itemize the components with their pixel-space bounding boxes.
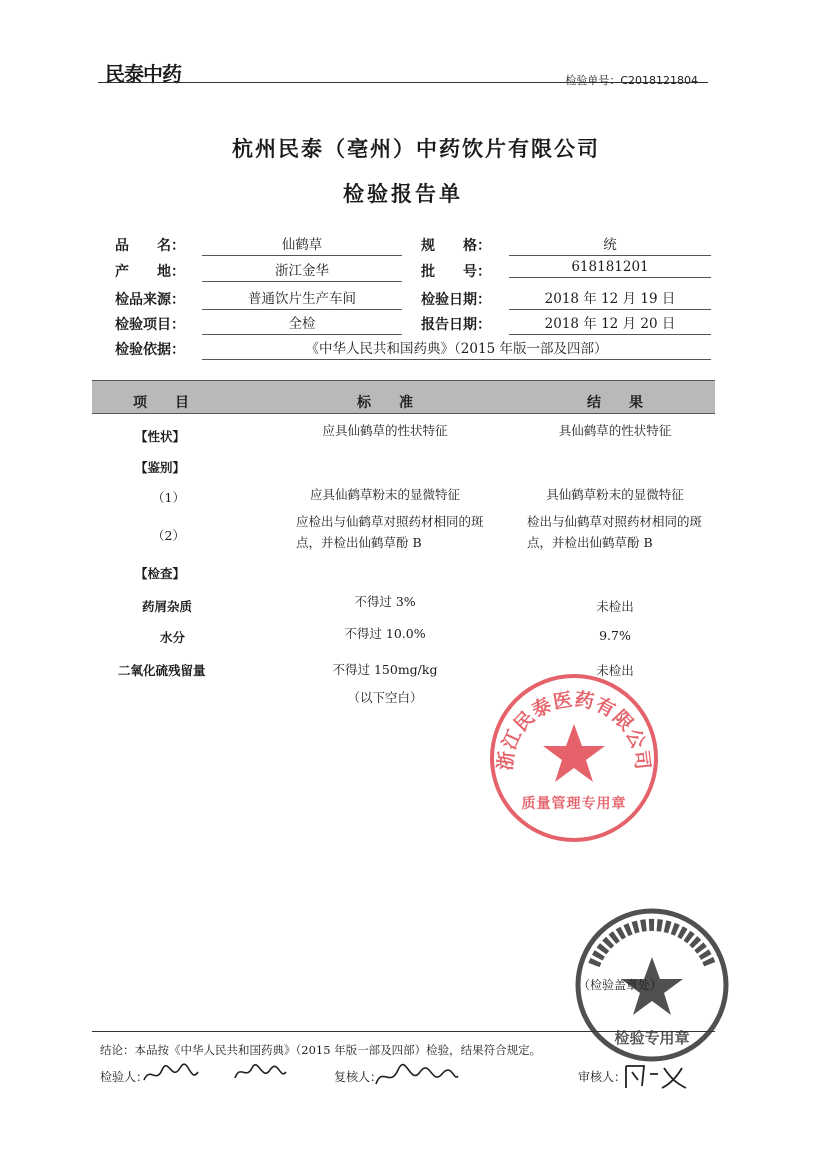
document-title: 检验报告单 (343, 182, 463, 206)
test-item-value: 全检 (202, 312, 402, 335)
basis-label: 检验依据： (115, 342, 185, 358)
identification-2-result-line1: 检出与仙鹤草对照药材相同的斑 (527, 514, 703, 529)
moisture-label: 水分 (160, 630, 186, 645)
inspector-signature (140, 1058, 290, 1090)
moisture-standard: 不得过 10.0% (344, 626, 426, 641)
debris-standard: 不得过 3% (354, 594, 416, 609)
source-value: 普通饮片生产车间 (202, 287, 402, 310)
section-character: 【性状】 (135, 429, 186, 444)
column-header-result: 结 果 (587, 395, 643, 411)
report-date-label: 报告日期： (421, 317, 491, 333)
inspector-label: 检验人： (100, 1070, 149, 1084)
debris-result: 未检出 (596, 599, 634, 614)
basis-value: 《中华人民共和国药典》（2015 年版一部及四部） (202, 337, 711, 360)
approver-signature (620, 1058, 690, 1092)
section-identification: 【鉴别】 (135, 460, 186, 475)
debris-label: 药屑杂质 (142, 599, 193, 614)
identification-2-standard-line1: 应检出与仙鹤草对照药材相同的斑 (296, 514, 484, 529)
identification-2-standard-line2: 点，并检出仙鹤草酚 B (296, 535, 422, 550)
spec-value: 统 (509, 233, 711, 256)
spec-label: 规 格： (421, 238, 491, 254)
sulfur-dioxide-label: 二氧化硫残留量 (118, 663, 206, 678)
conclusion-text: 结论：本品按《中华人民共和国药典》（2015 年版一部及四部）检验，结果符合规定。 (100, 1043, 542, 1057)
company-name: 杭州民泰（亳州）中药饮片有限公司 (232, 137, 600, 161)
column-header-standard: 标 准 (357, 395, 413, 411)
identification-2-result-line2: 点，并检出仙鹤草酚 B (527, 535, 653, 550)
header-divider (98, 82, 708, 83)
identification-2-label: （2） (152, 528, 185, 543)
character-result: 具仙鹤草的性状特征 (558, 423, 672, 438)
reviewer-label: 复核人： (334, 1070, 383, 1084)
approver-label: 审核人： (578, 1070, 627, 1084)
section-inspection: 【检查】 (135, 566, 186, 581)
quality-management-seal (488, 672, 660, 844)
blank-below-note: （以下空白） (347, 690, 423, 705)
origin-value: 浙江金华 (202, 259, 402, 282)
test-date-label: 检验日期： (421, 292, 491, 308)
batch-label: 批 号： (421, 264, 491, 280)
report-date-value: 2018 年 12 月 20 日 (509, 312, 711, 335)
character-standard: 应具仙鹤草的性状特征 (322, 423, 448, 438)
source-label: 检品来源： (115, 292, 185, 308)
batch-value: 618181201 (509, 259, 711, 278)
product-name-value: 仙鹤草 (202, 233, 402, 256)
report-number: 检验单号：C2018121804 (565, 74, 698, 87)
test-item-label: 检验项目： (115, 317, 185, 333)
svg-text:浙江民泰医药有限公司: 浙江民泰医药有限公司 (494, 688, 654, 772)
stamp-placement-note: （检验盖章处） (578, 978, 663, 992)
moisture-result: 9.7% (599, 628, 631, 643)
company-logo: 民泰中药 (105, 62, 181, 86)
identification-1-label: （1） (152, 490, 185, 505)
origin-label: 产 地： (115, 264, 185, 280)
sulfur-dioxide-standard: 不得过 150mg/kg (332, 662, 438, 677)
sulfur-dioxide-result: 未检出 (596, 663, 634, 678)
reviewer-signature (372, 1060, 462, 1092)
column-header-item: 项 目 (133, 395, 189, 411)
seal-star-icon (543, 724, 605, 782)
identification-1-standard: 应具仙鹤草粉末的显微特征 (309, 487, 460, 502)
identification-1-result: 具仙鹤草粉末的显微特征 (546, 487, 684, 502)
footer-divider (92, 1031, 715, 1032)
svg-text:检验专用章: 检验专用章 (614, 1029, 690, 1047)
product-name-label: 品 名： (115, 238, 185, 254)
test-date-value: 2018 年 12 月 19 日 (509, 287, 711, 310)
svg-text:质量管理专用章: 质量管理专用章 (521, 796, 627, 812)
